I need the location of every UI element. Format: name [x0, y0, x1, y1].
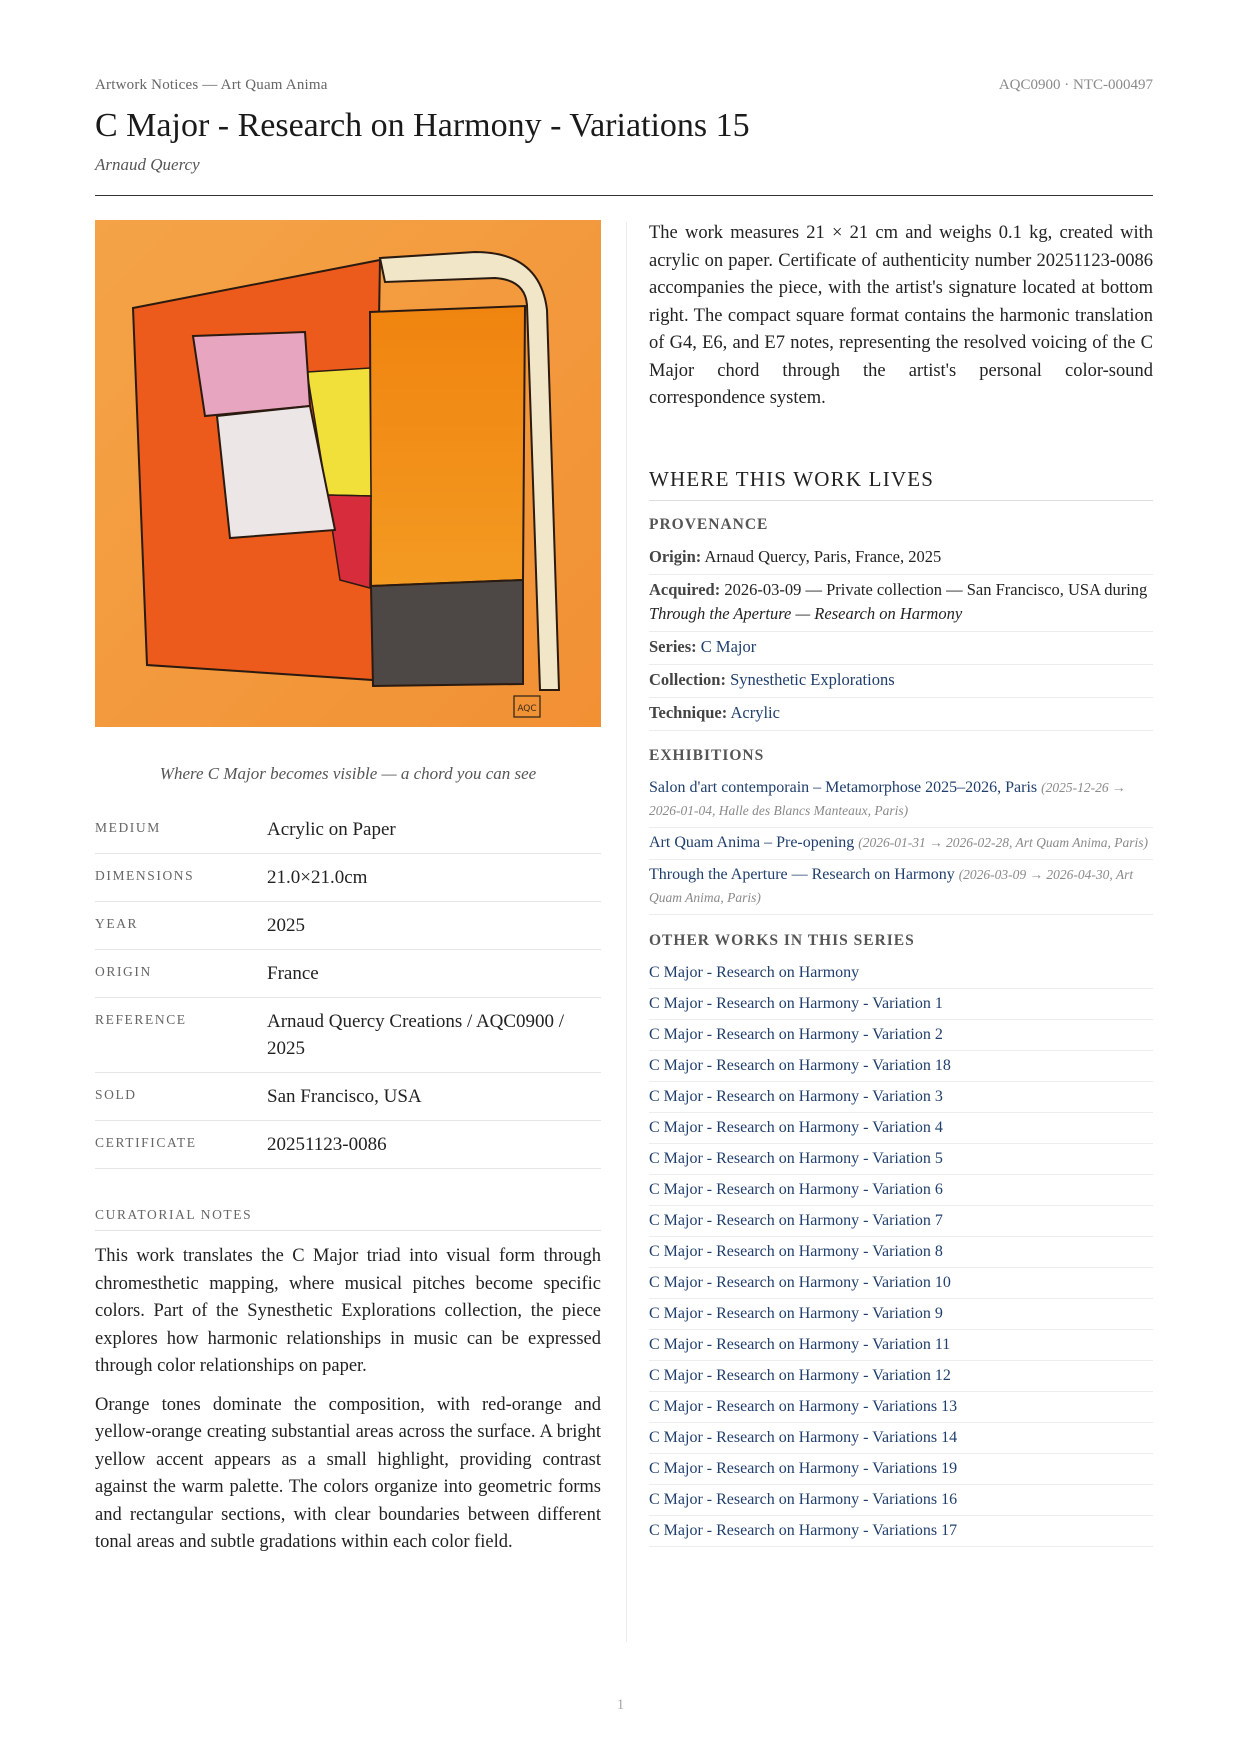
document-page — [95, 0, 1153, 1754]
spec-row-certificate — [95, 1121, 601, 1169]
exhibition-meta: (2025-12-26 → 2026-01-04, Halle des Blancs Manteaux, Paris) — [649, 779, 1126, 818]
spec-label: DIMENSIONS — [95, 868, 195, 883]
right-column — [649, 220, 1153, 1547]
other-work-link[interactable]: C Major - Research on Harmony - Variation 18 — [649, 1051, 1153, 1082]
spec-table — [95, 806, 601, 1169]
curatorial-paragraph: Orange tones dominate the composition, with red-orange and yellow-orange creating substantial areas across the surface. A bright yellow accent appears as a small highlight, providing contrast against the warm palette. The colors organize into geometric forms and rectangular sections, with clear boundaries between different tonal areas and subtle gradations within each color field. — [95, 1394, 601, 1552]
other-work-link[interactable]: C Major - Research on Harmony - Variations 14 — [649, 1423, 1153, 1454]
other-work-link[interactable]: C Major - Research on Harmony - Variations 13 — [649, 1392, 1153, 1423]
provenance-origin — [649, 542, 1153, 575]
artwork-image — [95, 220, 601, 727]
provenance-label: Acquired: — [649, 579, 721, 599]
spec-row-sold — [95, 1073, 601, 1121]
other-work-link[interactable]: C Major - Research on Harmony - Variation 10 — [649, 1268, 1153, 1299]
provenance-label: Collection: — [649, 669, 726, 689]
provenance-value: 2026-03-09 — Private collection — San Francisco, USA during — [724, 579, 1148, 599]
exhibition-link[interactable]: Salon d'art contemporain – Metamorphose 2025–2026, Paris — [649, 778, 1038, 796]
other-work-link[interactable]: C Major - Research on Harmony - Variation 4 — [649, 1113, 1153, 1144]
provenance-label: Series: — [649, 636, 697, 656]
column-divider — [626, 222, 627, 1642]
exhibition-item — [649, 828, 1153, 860]
artwork-monogram: AQC — [517, 704, 537, 714]
other-work-link[interactable]: C Major - Research on Harmony - Variation 11 — [649, 1330, 1153, 1361]
spec-row-origin — [95, 950, 601, 998]
other-work-link[interactable]: C Major - Research on Harmony - Variation 6 — [649, 1175, 1153, 1206]
page-title: C Major - Research on Harmony - Variations 15 — [95, 107, 750, 144]
provenance-value: Arnaud Quercy, Paris, France, 2025 — [704, 546, 942, 566]
spec-row-reference — [95, 998, 601, 1073]
other-work-link[interactable]: C Major - Research on Harmony - Variations 16 — [649, 1485, 1153, 1516]
spec-value: San Francisco, USA — [267, 1086, 422, 1107]
spec-row-year — [95, 902, 601, 950]
exhibition-link[interactable]: Through the Aperture — Research on Harmony — [649, 865, 955, 883]
spec-value: 21.0×21.0cm — [267, 867, 368, 888]
artwork-caption: Where C Major becomes visible — a chord you can see — [159, 764, 537, 783]
exhibitions-heading: EXHIBITIONS — [649, 746, 765, 764]
exhibition-item — [649, 860, 1153, 915]
section-label: Artwork Notices — Art Quam Anima — [95, 77, 328, 93]
left-column — [95, 220, 601, 1557]
other-work-link[interactable]: C Major - Research on Harmony - Variation 9 — [649, 1299, 1153, 1330]
spec-value: Acrylic on Paper — [267, 819, 396, 840]
spec-label: REFERENCE — [95, 1012, 187, 1027]
exhibition-meta: (2026-03-09 → 2026-04-30, Art Quam Anima, Paris) — [649, 866, 1134, 905]
spec-value: 2025 — [267, 915, 305, 936]
spec-value: Arnaud Quercy Creations / AQC0900 / 2025 — [267, 1011, 565, 1059]
other-work-link[interactable]: C Major - Research on Harmony - Variation 7 — [649, 1206, 1153, 1237]
spec-value: France — [267, 963, 319, 984]
spec-row-medium — [95, 806, 601, 854]
other-work-link[interactable]: C Major - Research on Harmony - Variation 3 — [649, 1082, 1153, 1113]
other-work-link[interactable]: C Major - Research on Harmony - Variation 2 — [649, 1020, 1153, 1051]
exhibition-meta: (2026-01-31 → 2026-02-28, Art Quam Anima, Paris) — [858, 834, 1149, 850]
other-work-link[interactable]: C Major - Research on Harmony - Variation 8 — [649, 1237, 1153, 1268]
provenance-acquired — [649, 575, 1153, 632]
exhibition-link[interactable]: Art Quam Anima – Pre-opening — [649, 833, 855, 851]
other-work-link[interactable]: C Major - Research on Harmony - Variation 1 — [649, 989, 1153, 1020]
spec-label: CERTIFICATE — [95, 1135, 197, 1150]
provenance-collection — [649, 665, 1153, 698]
other-work-link[interactable]: C Major - Research on Harmony — [649, 958, 1153, 989]
provenance-label: Origin: — [649, 546, 702, 566]
series-link[interactable]: C Major — [700, 636, 757, 656]
header-rule — [95, 195, 1153, 196]
other-works-heading: OTHER WORKS IN THIS SERIES — [649, 931, 915, 949]
other-work-link[interactable]: C Major - Research on Harmony - Variation 12 — [649, 1361, 1153, 1392]
other-works-list — [649, 958, 1153, 1547]
exhibition-item — [649, 773, 1153, 828]
other-work-link[interactable]: C Major - Research on Harmony - Variation 5 — [649, 1144, 1153, 1175]
intro-paragraph: The work measures 21 × 21 cm and weighs 0.1 kg, created with acrylic on paper. Certificate of authenticity number 20251123-0086 accompanies the piece, with the artist's signature located at bottom right. The compact square format contains the harmonic translation of G4, E6, and E7 notes, representing the resolved voicing of the C Major chord through the artist's personal color-sound correspondence system. — [649, 223, 1153, 408]
curatorial-heading: CURATORIAL NOTES — [95, 1207, 601, 1231]
spec-label: ORIGIN — [95, 964, 152, 979]
reference-code: AQC0900 · NTC-000497 — [998, 77, 1153, 93]
provenance-series — [649, 632, 1153, 665]
curatorial-paragraph: This work translates the C Major triad into visual form through chromesthetic mapping, where musical pitches become specific colors. Part of the Synesthetic Explorations collection, the piece explores how harmonic relationships in music can be expressed through color relationships on paper. — [95, 1246, 601, 1376]
spec-label: MEDIUM — [95, 820, 161, 835]
technique-link[interactable]: Acrylic — [730, 702, 780, 722]
other-work-link[interactable]: C Major - Research on Harmony - Variations 19 — [649, 1454, 1153, 1485]
provenance-heading: PROVENANCE — [649, 515, 769, 533]
other-work-link[interactable]: C Major - Research on Harmony - Variations 17 — [649, 1516, 1153, 1547]
artist-name: Arnaud Quercy — [95, 155, 200, 174]
provenance-label: Technique: — [649, 702, 728, 722]
provenance-exhibition: Through the Aperture — Research on Harmony — [649, 603, 963, 623]
page-number: 1 — [616, 1697, 625, 1713]
spec-row-dimensions — [95, 854, 601, 902]
spec-label: YEAR — [95, 916, 139, 931]
collection-link[interactable]: Synesthetic Explorations — [730, 669, 895, 689]
provenance-technique — [649, 698, 1153, 731]
spec-label: SOLD — [95, 1087, 137, 1102]
where-lives-heading: WHERE THIS WORK LIVES — [649, 467, 1153, 501]
spec-value: 20251123-0086 — [267, 1134, 387, 1155]
